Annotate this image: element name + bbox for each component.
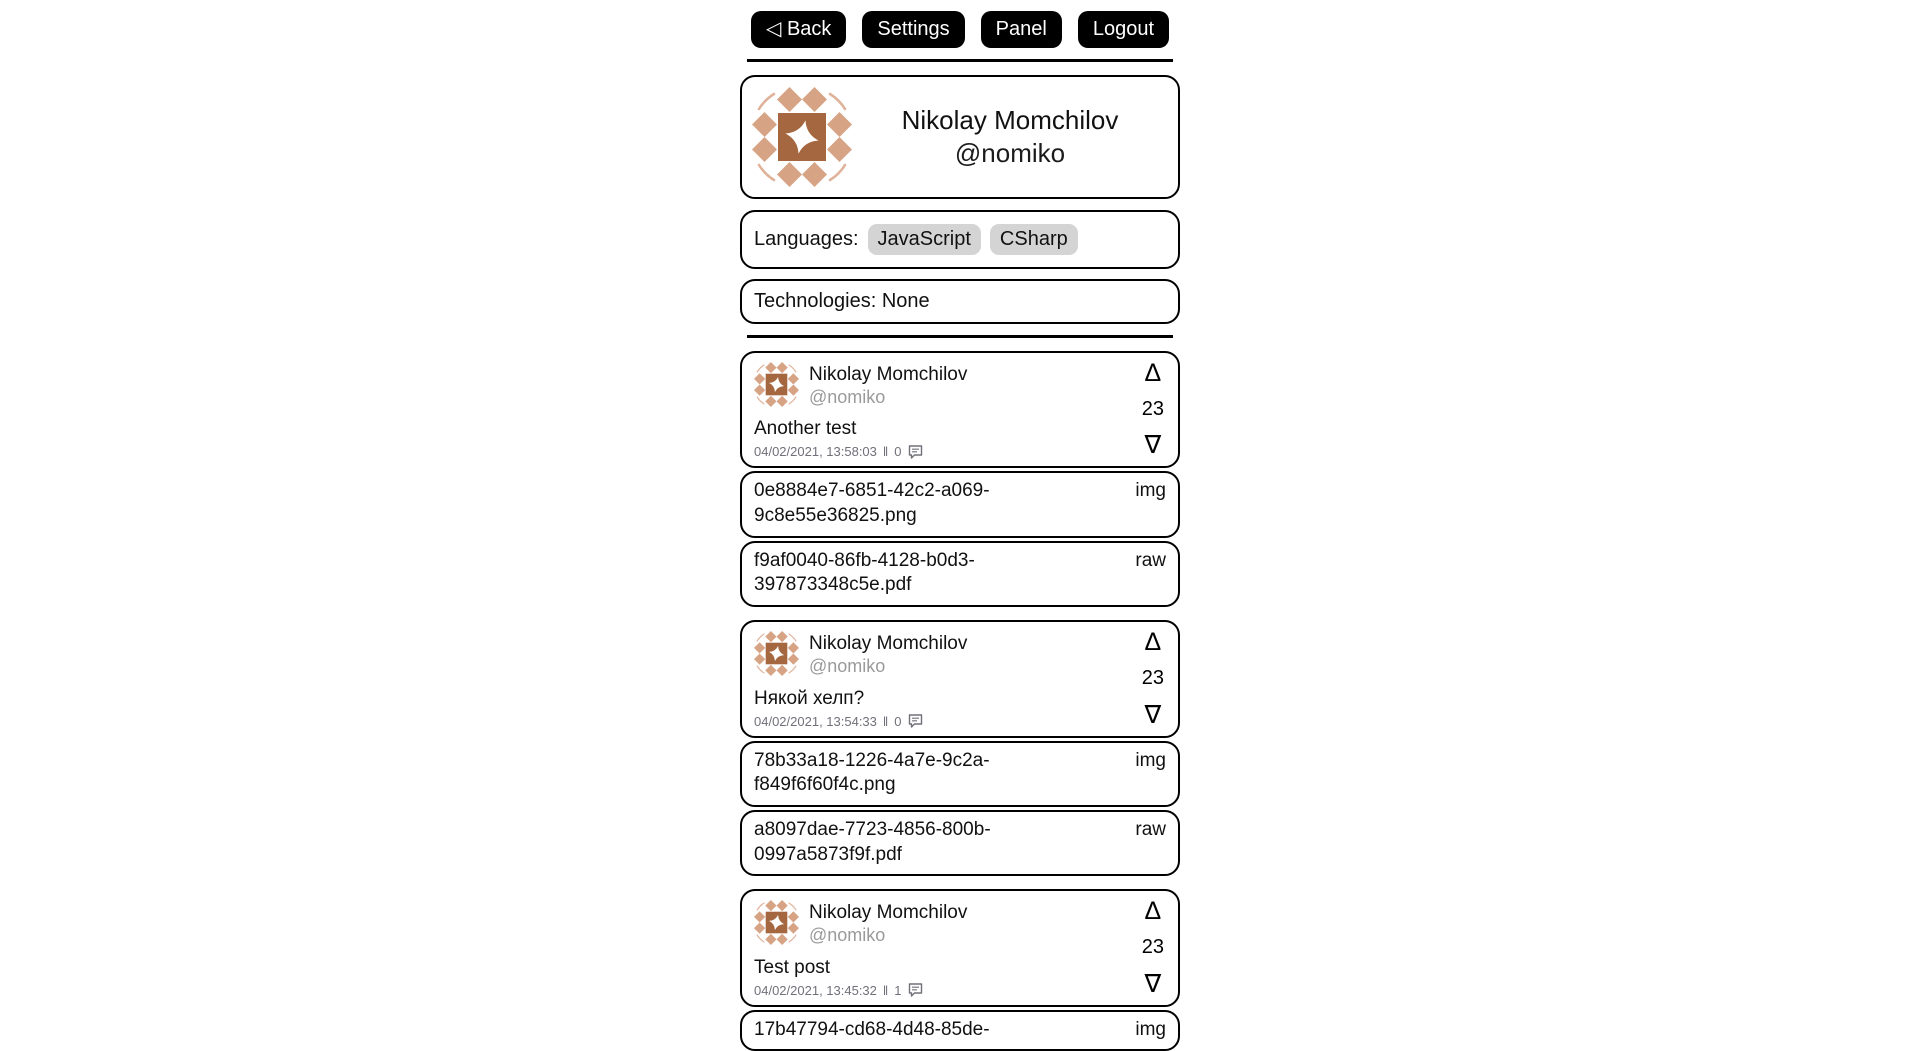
post <box>740 351 1180 607</box>
attachment-row[interactable] <box>740 741 1180 807</box>
post-author-name: Nikolay Momchilov <box>809 364 968 385</box>
technologies-text: Technologies: None <box>754 290 930 312</box>
attachment-type-badge: img <box>1135 1018 1166 1040</box>
post-avatar-identicon-icon <box>754 631 799 676</box>
comment-bubble-icon <box>908 445 923 459</box>
post-header <box>754 628 1166 677</box>
language-tag-csharp: CSharp <box>990 224 1078 255</box>
attachment-row[interactable] <box>740 810 1180 876</box>
upvote-button[interactable]: Δ <box>1144 628 1162 657</box>
attachment-filename[interactable]: 78b33a18-1226-4a7e-9c2a-f849f6f60f4c.png <box>754 749 990 796</box>
vote-widget <box>1142 630 1164 727</box>
meta-separator: ‖ <box>882 713 889 729</box>
language-tag-javascript: JavaScript <box>868 224 981 255</box>
post-comment-count: 0 <box>894 444 902 460</box>
post-comment-count: 1 <box>894 982 902 998</box>
post-card[interactable] <box>740 351 1180 468</box>
attachment-type-badge: img <box>1135 480 1166 502</box>
post-comment-count: 0 <box>894 713 902 729</box>
post-timestamp: 04/02/2021, 13:45:32 <box>754 982 877 998</box>
content-column <box>740 0 1180 1051</box>
languages-label: Languages: <box>754 228 859 250</box>
downvote-button[interactable]: ∇ <box>1144 431 1162 460</box>
vote-count: 23 <box>1141 398 1164 421</box>
vote-count: 23 <box>1141 936 1164 959</box>
languages-card <box>740 210 1180 269</box>
vote-count: 23 <box>1141 667 1164 690</box>
profile-name: Nikolay Momchilov <box>901 104 1119 135</box>
logout-button[interactable]: Logout <box>1078 11 1169 48</box>
post-author-handle: @nomiko <box>809 925 886 946</box>
downvote-button[interactable]: ∇ <box>1144 700 1162 729</box>
meta-separator: ‖ <box>882 982 889 998</box>
attachment-row[interactable] <box>740 471 1180 537</box>
vote-widget <box>1142 361 1164 458</box>
technologies-card <box>740 279 1180 324</box>
settings-button[interactable]: Settings <box>862 11 964 48</box>
post-meta <box>754 444 1166 459</box>
profile-avatar-identicon-icon <box>752 87 852 187</box>
post-header <box>754 359 1166 408</box>
posts-divider <box>747 335 1173 338</box>
post-card[interactable] <box>740 889 1180 1006</box>
top-divider <box>747 59 1173 62</box>
profile-handle: @nomiko <box>954 138 1066 168</box>
attachment-row[interactable] <box>740 541 1180 607</box>
profile-card <box>740 75 1180 199</box>
post-author-block <box>809 362 967 408</box>
post-title: Някой хелп? <box>754 687 865 709</box>
post-meta <box>754 714 1166 729</box>
post-title: Another test <box>754 418 857 440</box>
back-button[interactable]: ◁ Back <box>751 11 846 48</box>
post-avatar-identicon-icon <box>754 362 799 407</box>
attachment-row[interactable] <box>740 1010 1180 1051</box>
post-author-handle: @nomiko <box>809 386 886 407</box>
attachment-type-badge: img <box>1135 749 1166 771</box>
post-title: Test post <box>754 956 831 978</box>
post <box>740 620 1180 876</box>
comment-bubble-icon <box>908 983 923 997</box>
downvote-button[interactable]: ∇ <box>1144 969 1162 998</box>
meta-separator: ‖ <box>882 444 889 460</box>
attachment-filename[interactable]: 0e8884e7-6851-42c2-a069-9c8e55e36825.png <box>754 480 990 527</box>
post-author-name: Nikolay Momchilov <box>809 902 968 924</box>
attachment-type-badge: raw <box>1135 818 1166 840</box>
upvote-button[interactable]: Δ <box>1144 897 1162 926</box>
upvote-button[interactable]: Δ <box>1144 359 1162 387</box>
post-author-name: Nikolay Momchilov <box>809 633 968 655</box>
post-author-block <box>809 900 967 946</box>
post-avatar-identicon-icon <box>754 900 799 945</box>
post-card[interactable] <box>740 620 1180 737</box>
top-nav <box>740 11 1180 48</box>
attachment-filename[interactable]: f9af0040-86fb-4128-b0d3-397873348c5e.pdf <box>754 549 975 596</box>
attachment-filename[interactable]: 17b47794-cd68-4d48-85de- <box>754 1018 990 1040</box>
vote-widget <box>1142 899 1164 996</box>
attachment-type-badge: raw <box>1135 549 1166 571</box>
post <box>740 889 1180 1051</box>
post-author-handle: @nomiko <box>809 655 886 676</box>
post-timestamp: 04/02/2021, 13:58:03 <box>754 444 877 460</box>
post-timestamp: 04/02/2021, 13:54:33 <box>754 713 877 729</box>
post-meta <box>754 983 1166 998</box>
comment-bubble-icon <box>908 714 923 728</box>
panel-button[interactable]: Panel <box>981 11 1062 48</box>
profile-info <box>852 104 1168 171</box>
post-header <box>754 897 1166 946</box>
post-author-block <box>809 631 967 677</box>
attachment-filename[interactable]: a8097dae-7723-4856-800b-0997a5873f9f.pdf <box>754 818 991 865</box>
